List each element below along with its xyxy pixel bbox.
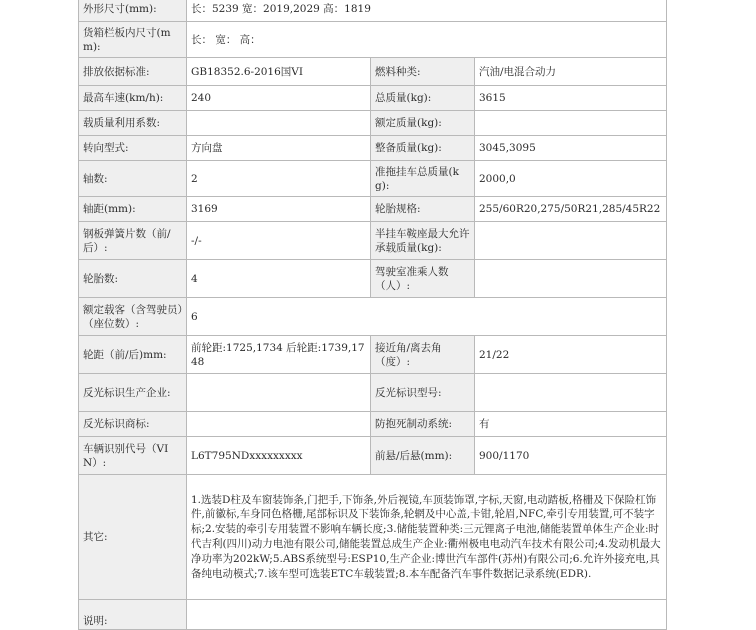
row-wheelbase — [79, 197, 667, 222]
row-notes — [79, 600, 667, 630]
value-approach-angle: 21/22 — [475, 336, 667, 374]
value-saddle-load — [475, 222, 667, 260]
label-seats: 额定载客（含驾驶员）（座位数）: — [79, 298, 187, 336]
label-wheelbase: 轴距(mm): — [79, 197, 187, 222]
row-cargo-box — [79, 22, 667, 58]
value-max-speed: 240 — [187, 86, 371, 111]
label-abs: 防抱死制动系统: — [371, 412, 475, 437]
value-overhang: 900/1170 — [475, 437, 667, 475]
label-reflector-brand: 反光标识商标: — [79, 412, 187, 437]
value-reflector-maker — [187, 374, 371, 412]
value-steering-type: 方向盘 — [187, 136, 371, 161]
row-axles — [79, 161, 667, 197]
row-seats — [79, 298, 667, 336]
label-cargo-box: 货箱栏板内尺寸(mm): — [79, 22, 187, 58]
value-reflector-brand — [187, 412, 371, 437]
value-cargo-box: 长： 宽： 高： — [187, 22, 667, 58]
vehicle-parameter-sheet — [78, 0, 666, 627]
value-vin: L6T795NDxxxxxxxxx — [187, 437, 371, 475]
label-reflector-maker: 反光标识生产企业: — [79, 374, 187, 412]
value-axle-count: 2 — [187, 161, 371, 197]
value-dimensions: 长：5239 宽：2019,2029 高：1819 — [187, 0, 667, 22]
row-speed-mass — [79, 86, 667, 111]
value-seats: 6 — [187, 298, 667, 336]
value-notes — [187, 600, 667, 630]
value-leaf-spring: -/- — [187, 222, 371, 260]
label-notes: 说明: — [79, 600, 187, 630]
value-trailer-mass: 2000,0 — [475, 161, 667, 197]
label-emission-standard: 排放依据标准: — [79, 58, 187, 86]
value-cab-occupants — [475, 260, 667, 298]
value-reflector-model — [475, 374, 667, 412]
label-overhang: 前悬/后悬(mm): — [371, 437, 475, 475]
label-curb-mass: 整备质量(kg): — [371, 136, 475, 161]
value-rated-mass — [475, 111, 667, 136]
label-saddle-load: 半挂车鞍座最大允许承载质量(kg): — [371, 222, 475, 260]
row-other — [79, 475, 667, 600]
value-total-mass: 3615 — [475, 86, 667, 111]
value-curb-mass: 3045,3095 — [475, 136, 667, 161]
value-abs: 有 — [475, 412, 667, 437]
label-vin: 车辆识别代号（VIN）: — [79, 437, 187, 475]
label-steering-type: 转向型式: — [79, 136, 187, 161]
row-reflector-brand — [79, 412, 667, 437]
row-dimensions — [79, 0, 667, 22]
label-max-speed: 最高车速(km/h): — [79, 86, 187, 111]
value-load-factor — [187, 111, 371, 136]
row-load-factor — [79, 111, 667, 136]
label-other: 其它: — [79, 475, 187, 600]
row-tires — [79, 260, 667, 298]
label-load-factor: 载质量利用系数: — [79, 111, 187, 136]
row-steering — [79, 136, 667, 161]
label-rated-mass: 额定质量(kg): — [371, 111, 475, 136]
label-approach-angle: 接近角/离去角（度）: — [371, 336, 475, 374]
value-emission-standard: GB18352.6-2016国VI — [187, 58, 371, 86]
row-vin — [79, 437, 667, 475]
label-track-width: 轮距（前/后)mm: — [79, 336, 187, 374]
label-axle-count: 轴数: — [79, 161, 187, 197]
value-other: 1.选装D柱及车窗装饰条,门把手,下饰条,外后视镜,车顶装饰罩,字标,天窗,电动踏板,格栅及下保险杠饰件,前徽标,车身同色格栅,尾部标识及下装饰条,轮辋及中心盖,卡钳,轮眉,NFC,牵引专用装置,可不装字标;2.安装的牵引专用装置不影响车辆长度;3.储能装置种类:三元锂离子电池,储能装置单体生产企业:时代吉利(四川)动力电池有限公司,储能装置总成生产企业:衢州极电电动汽车技术有限公司;4.发动机最大净功率为202kW;5.ABS系统型号:ESP10,生产企业:博世汽车部件(苏州)有限公司;6.允许外接充电,具备纯电动模式;7.该车型可选装ETC车载装置;8.本车配备汽车事件数据记录系统(EDR). — [187, 475, 667, 600]
label-tire-count: 轮胎数: — [79, 260, 187, 298]
label-cab-occupants: 驾驶室准乘人数（人）: — [371, 260, 475, 298]
row-reflector-maker — [79, 374, 667, 412]
label-fuel-type: 燃料种类: — [371, 58, 475, 86]
row-emission-fuel — [79, 58, 667, 86]
value-fuel-type: 汽油/电混合动力 — [475, 58, 667, 86]
parameter-table — [78, 0, 667, 630]
row-track — [79, 336, 667, 374]
label-total-mass: 总质量(kg): — [371, 86, 475, 111]
value-track-width: 前轮距:1725,1734 后轮距:1739,1748 — [187, 336, 371, 374]
value-wheelbase: 3169 — [187, 197, 371, 222]
value-tire-count: 4 — [187, 260, 371, 298]
row-leaf-spring — [79, 222, 667, 260]
label-tire-spec: 轮胎规格: — [371, 197, 475, 222]
label-reflector-model: 反光标识型号: — [371, 374, 475, 412]
label-leaf-spring: 钢板弹簧片数（前/后）: — [79, 222, 187, 260]
label-trailer-mass: 准拖挂车总质量(kg): — [371, 161, 475, 197]
label-dimensions: 外形尺寸(mm): — [79, 0, 187, 22]
value-tire-spec: 255/60R20,275/50R21,285/45R22 — [475, 197, 667, 222]
